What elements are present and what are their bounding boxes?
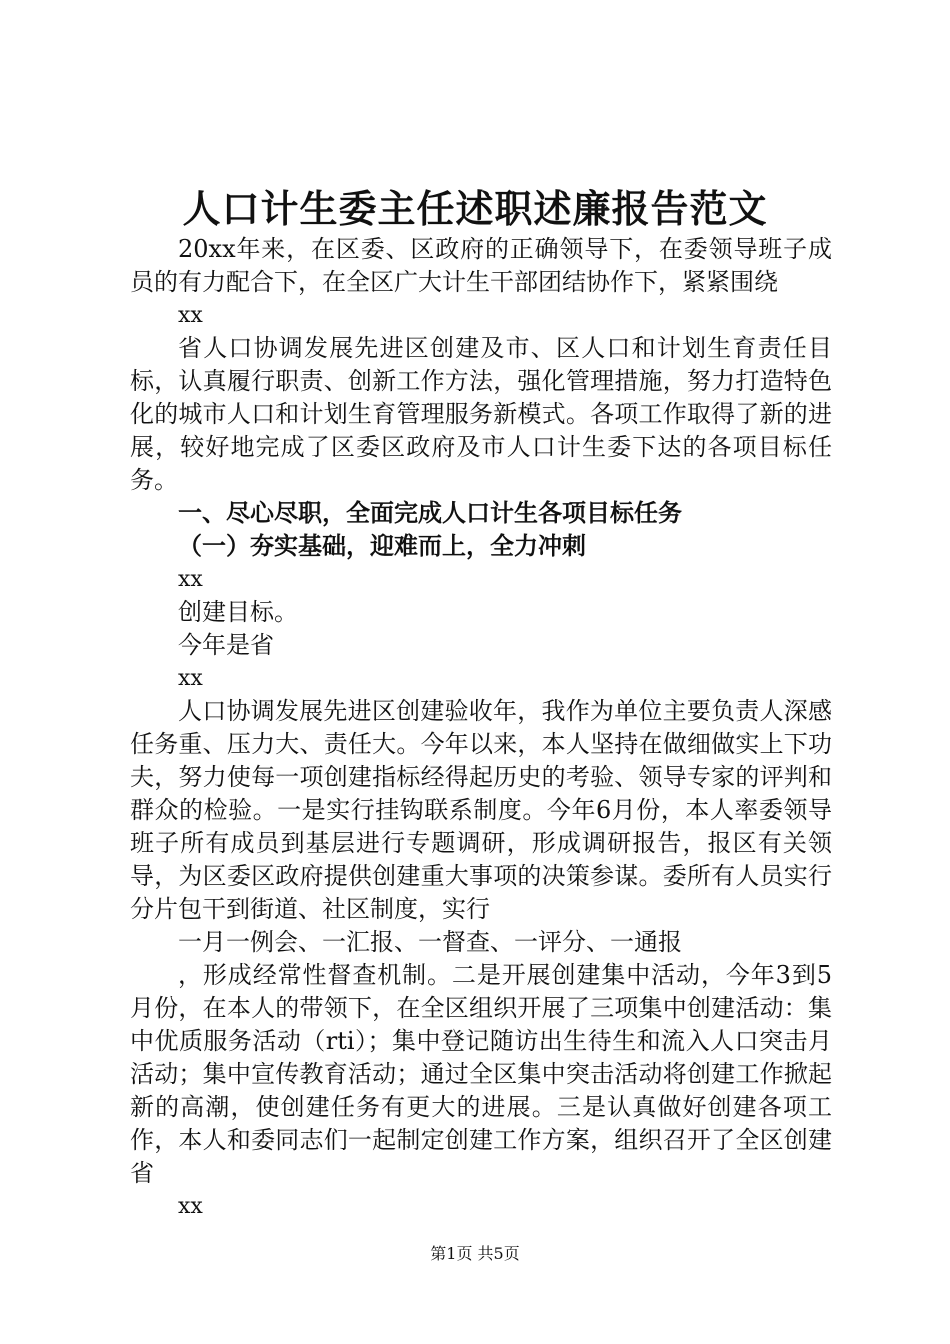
- document-body: [130, 233, 832, 1223]
- paragraph-intro: 20xx年来，在区委、区政府的正确领导下，在委领导班子成员的有力配合下，在全区广大计生干部团结协作下，紧紧围绕: [130, 235, 832, 296]
- placeholder-text: xx: [178, 666, 203, 691]
- paragraph-activities: ，形成经常性督查机制。二是开展创建集中活动，今年3到5月份，在本人的带领下，在全区组织开展了三项集中创建活动：集中优质服务活动（rti）；集中登记随访出生待生和流入人口突击月活动；集中宣传教育活动；通过全区集中突击活动将创建工作掀起新的高潮，使创建任务有更大的进展。三是认真做好创建各项工作，本人和委同志们一起制定创建工作方案，组织召开了全区创建省: [130, 961, 832, 1187]
- document-title: 人口计生委主任述职述廉报告范文: [182, 187, 768, 231]
- placeholder-text: xx: [178, 567, 203, 592]
- page-footer: [0, 1243, 950, 1265]
- placeholder-text: xx: [178, 303, 203, 328]
- page-number: 第1页 共5页: [430, 1244, 520, 1263]
- placeholder-text: xx: [178, 1194, 203, 1219]
- text-line: 创建目标。: [178, 598, 298, 626]
- section-heading: 一、尽心尽职，全面完成人口计生各项目标任务: [178, 499, 682, 527]
- subsection-heading: （一）夯实基础，迎难而上，全力冲刺: [178, 532, 586, 560]
- paragraph-goals: 省人口协调发展先进区创建及市、区人口和计划生育责任目标，认真履行职责、创新工作方法，强化管理措施，努力打造特色化的城市人口和计划生育管理服务新模式。各项工作取得了新的进展，较好地完成了区委区政府及市人口计生委下达的各项目标任务。: [130, 334, 832, 494]
- text-line: 一月一例会、一汇报、一督查、一评分、一通报: [178, 928, 682, 956]
- text-line: 今年是省: [178, 631, 274, 659]
- paragraph-creation: 人口协调发展先进区创建验收年，我作为单位主要负责人深感任务重、压力大、责任大。今年以来，本人坚持在做细做实上下功夫，努力使每一项创建指标经得起历史的考验、领导专家的评判和群众的检验。一是实行挂钩联系制度。今年6月份，本人率委领导班子所有成员到基层进行专题调研，形成调研报告，报区有关领导，为区委区政府提供创建重大事项的决策参谋。委所有人员实行分片包干到街道、社区制度，实行: [130, 697, 832, 923]
